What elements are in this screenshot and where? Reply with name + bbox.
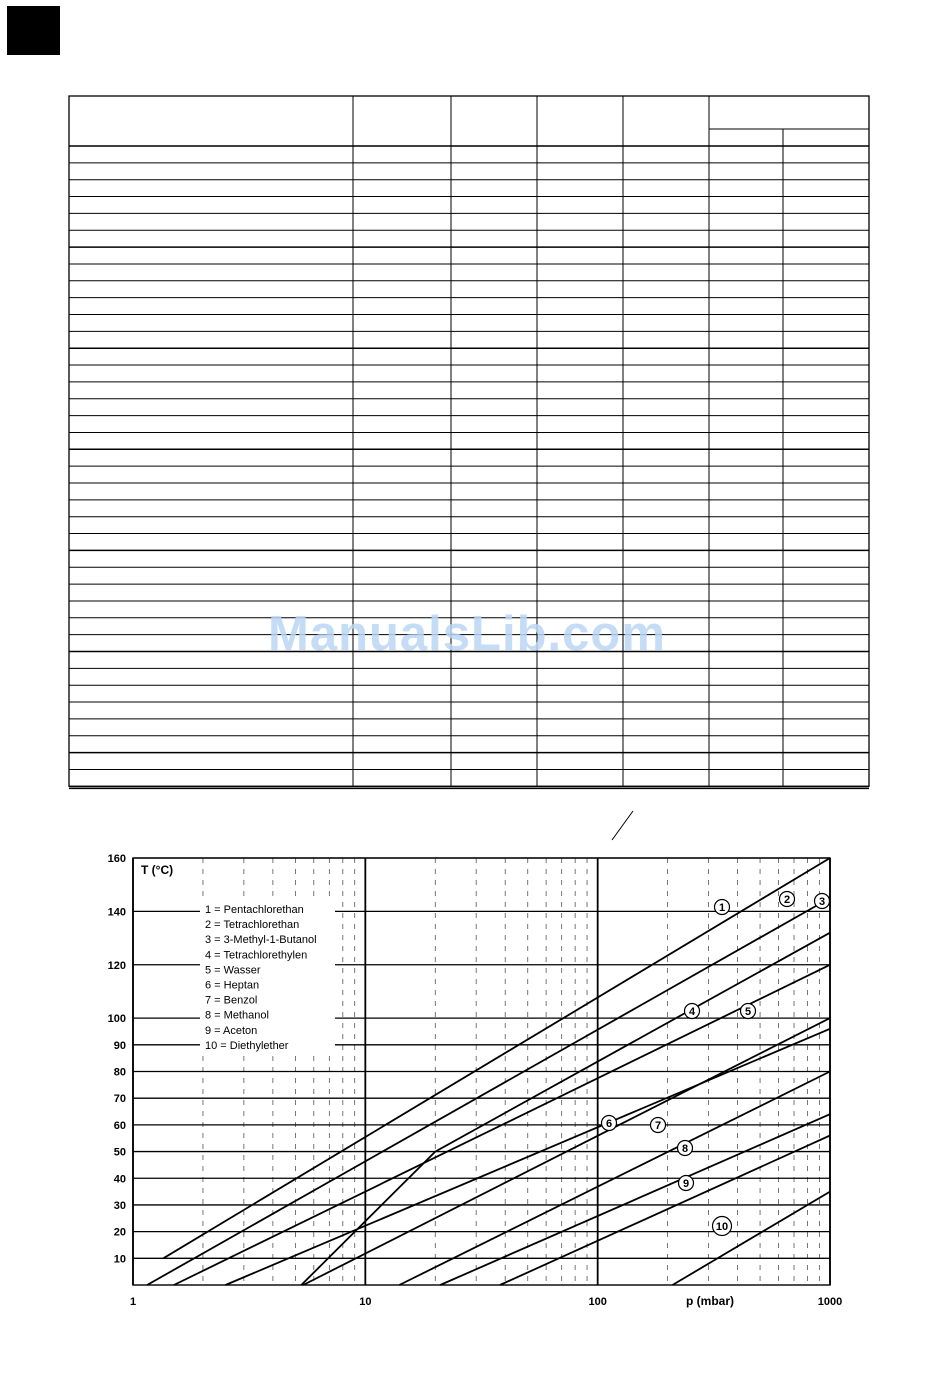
legend-entry-8: 8 = Methanol bbox=[205, 1009, 269, 1022]
series-marker-label: 3 bbox=[818, 896, 826, 908]
decorative-slash bbox=[612, 811, 633, 840]
legend-entry-3: 3 = 3-Methyl-1-Butanol bbox=[205, 934, 317, 947]
series-marker-label: 10 bbox=[715, 1221, 729, 1233]
series-marker-label: 2 bbox=[783, 894, 791, 906]
series-line-8 bbox=[440, 1114, 830, 1285]
series-marker-9 bbox=[679, 1176, 694, 1191]
series-marker-label: 7 bbox=[654, 1120, 662, 1132]
legend-entry-1: 1 = Pentachlorethan bbox=[205, 904, 304, 916]
x-tick-label: 100 bbox=[588, 1296, 607, 1308]
y-tick-label: 80 bbox=[113, 1066, 126, 1079]
legend-entry-2: 2 = Tetrachlorethan bbox=[205, 919, 300, 932]
series-marker-label: 8 bbox=[681, 1143, 689, 1155]
legend-entry-5: 5 = Wasser bbox=[205, 964, 261, 977]
y-tick-label: 140 bbox=[107, 906, 126, 919]
legend-entry-7: 7 = Benzol bbox=[205, 994, 258, 1007]
series-marker-6 bbox=[602, 1116, 617, 1131]
x-tick-label: 1 bbox=[129, 1296, 137, 1308]
series-marker-4 bbox=[685, 1004, 700, 1019]
series-marker-1 bbox=[715, 900, 730, 915]
y-tick-label: 50 bbox=[113, 1146, 126, 1159]
y-tick-label: 160 bbox=[107, 853, 126, 865]
y-tick-label: 20 bbox=[113, 1226, 126, 1239]
legend-entry-10: 10 = Diethylether bbox=[205, 1039, 289, 1052]
y-tick-label: 60 bbox=[113, 1119, 126, 1132]
y-tick-label: 40 bbox=[113, 1173, 126, 1186]
x-axis-label: p (mbar) bbox=[686, 1294, 734, 1308]
x-tick-label: 10 bbox=[359, 1296, 372, 1308]
series-marker-label: 5 bbox=[744, 1006, 752, 1018]
series-marker-3 bbox=[815, 894, 830, 909]
legend-entry-4: 4 = Tetrachlorethylen bbox=[205, 949, 308, 962]
y-tick-label: 100 bbox=[107, 1013, 126, 1026]
series-marker-label: 6 bbox=[605, 1118, 613, 1130]
series-line-10 bbox=[673, 1192, 831, 1285]
series-marker-5 bbox=[741, 1004, 756, 1019]
watermark: ManualsLib.com bbox=[268, 607, 666, 661]
x-tick-label: 1000 bbox=[817, 1296, 843, 1308]
legend-entry-6: 6 = Heptan bbox=[205, 979, 260, 992]
chart-legend bbox=[200, 900, 335, 1056]
series-marker-10 bbox=[713, 1217, 732, 1236]
series-marker-label: 9 bbox=[682, 1178, 690, 1190]
y-tick-label: 90 bbox=[113, 1039, 126, 1052]
series-marker-label: 1 bbox=[718, 902, 726, 914]
y-tick-label: 70 bbox=[113, 1093, 126, 1106]
series-marker-7 bbox=[651, 1118, 666, 1133]
series-marker-2 bbox=[780, 892, 795, 907]
y-tick-label: 10 bbox=[113, 1253, 126, 1266]
series-marker-label: 4 bbox=[688, 1006, 696, 1018]
y-tick-label: 120 bbox=[107, 959, 126, 972]
y-axis-label: T (°C) bbox=[141, 863, 174, 877]
y-tick-label: 30 bbox=[113, 1199, 126, 1212]
series-marker-8 bbox=[678, 1141, 693, 1156]
legend-entry-9: 9 = Aceton bbox=[205, 1024, 258, 1037]
